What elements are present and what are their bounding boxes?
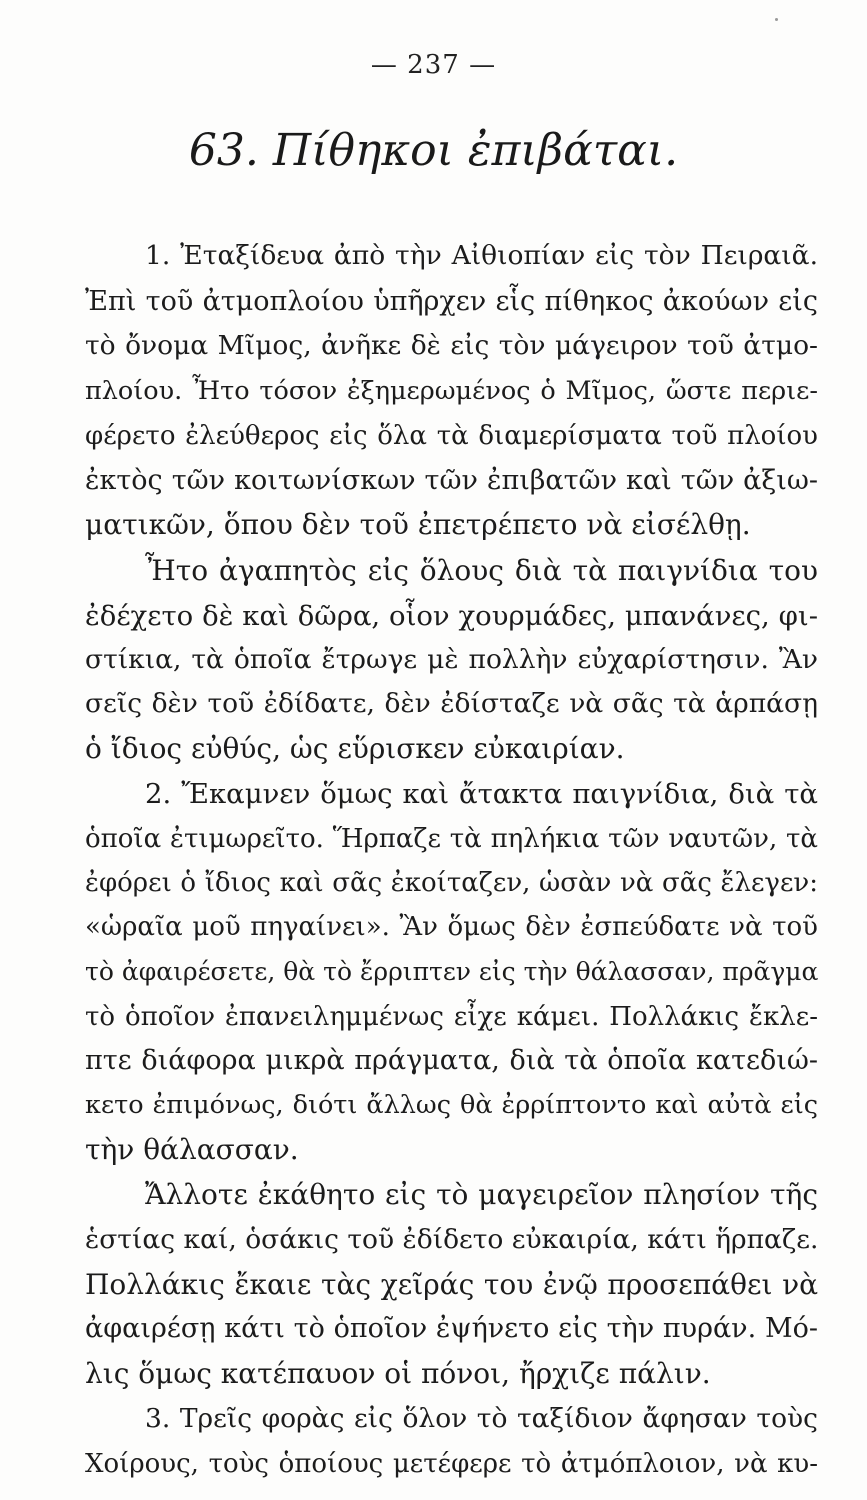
text-line: σεῖς δὲν τοῦ ἐδίδατε, δὲν ἐδίσταζε νὰ σᾶς τὰ ἁρπάσῃ <box>85 688 818 719</box>
text-line: πλοίου. Ἦτο τόσον ἐξημερωμένος ὁ Μῖμος, ὥστε περιε- <box>85 376 818 406</box>
text-line: 2. Ἔκαμνεν ὅμως καὶ ἄτακτα παιγνίδια, διὰ τὰ <box>145 778 818 810</box>
text-line: Ἄλλοτε ἐκάθητο εἰς τὸ μαγειρεῖον πλησίον τῆς <box>145 1178 818 1211</box>
text-line: φέρετο ἐλεύθερος εἰς ὅλα τὰ διαμερίσματα τοῦ πλοίου <box>85 421 818 451</box>
text-line: τὴν θάλασσαν. <box>85 1133 299 1166</box>
text-line: ἐδέχετο δὲ καὶ δῶρα, οἷον χουρμάδες, μπανάνες, φι- <box>85 600 818 632</box>
text-line: λις ὅμως κατέπαυον οἱ πόνοι, ἤρχιζε πάλιν. <box>85 1357 711 1390</box>
text-line: «ὡραῖα μοῦ πηγαίνει». Ἂν ὅμως δὲν ἐσπεύδατε νὰ τοῦ <box>85 912 818 942</box>
text-line: ματικῶν, ὅπου δὲν τοῦ ἐπετρέπετο νὰ εἰσέλθῃ. <box>85 508 751 541</box>
text-line: στίκια, τὰ ὁποῖα ἔτρωγε μὲ πολλὴν εὐχαρίστησιν. Ἂν <box>85 644 818 675</box>
text-line: ἑστίας καί, ὁσάκις τοῦ ἐδίδετο εὐκαιρία, κάτι ἥρπαζε. <box>85 1224 818 1255</box>
chapter-title <box>0 125 867 176</box>
chapter-number: 63. <box>188 125 259 176</box>
page-number: — 237 — <box>370 50 497 80</box>
text-line: πτε διάφορα μικρὰ πράγματα, διὰ τὰ ὁποῖα κατεδιώ- <box>85 1045 818 1076</box>
text-line: Χοίρους, τοὺς ὁποίους μετέφερε τὸ ἀτμόπλοιον, νὰ κυ- <box>85 1449 818 1479</box>
text-line: τὸ ὄνομα Μῖμος, ἀνῆκε δὲ εἰς τὸν μάγειρον τοῦ ἀτμο- <box>85 330 818 361</box>
text-line: ἀφαιρέσῃ κάτι τὸ ὁποῖον ἐψήνετο εἰς τὴν πυράν. Μό- <box>85 1313 818 1344</box>
text-line: Ἦτο ἀγαπητὸς εἰς ὅλους διὰ τὰ παιγνίδια του <box>145 554 818 587</box>
text-line: Ἐπὶ τοῦ ἀτμοπλοίου ὑπῆρχεν εἷς πίθηκος ἀκούων εἰς <box>85 286 818 317</box>
text-line: τὸ ἀφαιρέσετε, θὰ τὸ ἔρριπτεν εἰς τὴν θάλασσαν, πρᾶγμα <box>85 957 818 986</box>
text-line: 3. Τρεῖς φορὰς εἰς ὅλον τὸ ταξίδιον ἄφησαν τοὺς <box>145 1403 818 1434</box>
text-line: ὁ ἴδιος εὐθύς, ὡς εὕρισκεν εὐκαιρίαν. <box>85 732 625 765</box>
text-line: Πολλάκις ἔκαιε τὰς χεῖράς του ἐνῷ προσεπάθει νὰ <box>85 1268 818 1301</box>
text-line: ὁποῖα ἐτιμωρεῖτο. Ἥρπαζε τὰ πηλήκια τῶν ναυτῶν, τὰ <box>85 824 818 854</box>
text-line: ἐφόρει ὁ ἴδιος καὶ σᾶς ἐκοίταζεν, ὡσὰν νὰ σᾶς ἔλεγεν: <box>85 868 818 898</box>
text-line: 1. Ἐταξίδευα ἀπὸ τὴν Αἰθιοπίαν εἰς τὸν Πειραιᾶ. <box>145 240 818 271</box>
print-mark <box>775 18 778 21</box>
text-line: ἐκτὸς τῶν κοιτωνίσκων τῶν ἐπιβατῶν καὶ τῶν ἀξιω- <box>85 465 818 496</box>
chapter-heading: Πίθηκοι ἐπιβάται. <box>272 125 679 176</box>
text-line: κετο ἐπιμόνως, διότι ἄλλως θὰ ἐρρίπτοντο καὶ αὐτὰ εἰς <box>85 1090 818 1120</box>
text-line: τὸ ὁποῖον ἐπανειλημμένως εἶχε κάμει. Πολλάκις ἔκλε- <box>85 1002 818 1032</box>
